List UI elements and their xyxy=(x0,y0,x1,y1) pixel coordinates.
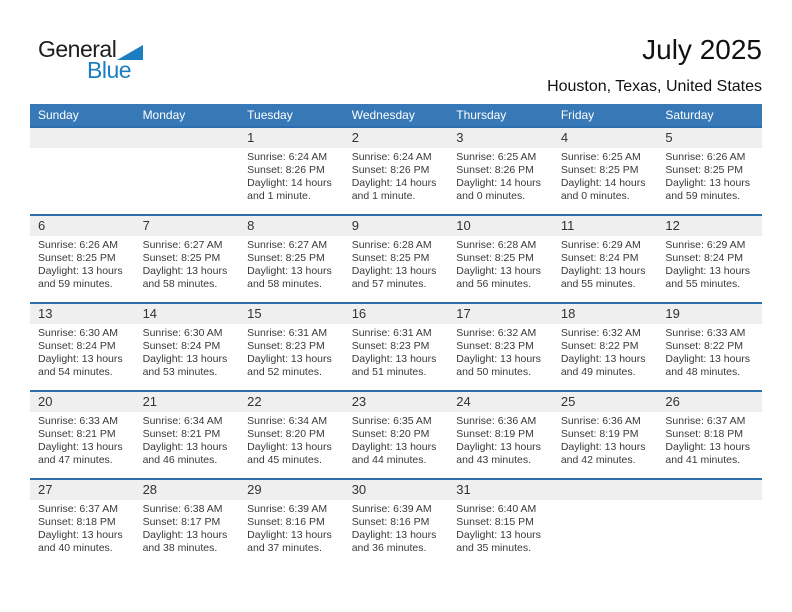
daylight-text: Daylight: 13 hours and 36 minutes. xyxy=(351,529,437,554)
daylight-text: Daylight: 13 hours and 58 minutes. xyxy=(142,265,228,290)
day-number: 6 xyxy=(38,218,46,233)
day-number: 14 xyxy=(142,306,158,321)
day-number: 11 xyxy=(560,218,575,233)
day-number-band xyxy=(344,392,449,412)
day-cell-10 xyxy=(448,216,553,302)
day-cell-22 xyxy=(239,392,344,478)
day-cell-24 xyxy=(448,392,553,478)
day-cell-3 xyxy=(448,128,553,214)
day-cell-2 xyxy=(344,128,449,214)
day-number: 13 xyxy=(38,306,53,321)
calendar-week-row xyxy=(30,214,762,302)
day-cell-4 xyxy=(553,128,658,214)
daylight-text: Daylight: 14 hours and 1 minute. xyxy=(247,177,332,202)
day-cell-31 xyxy=(448,480,553,566)
day-details xyxy=(344,412,449,467)
sunset-text: Sunset: 8:25 PM xyxy=(38,252,116,264)
sunrise-text: Sunrise: 6:24 AM xyxy=(247,151,328,163)
day-number: 3 xyxy=(456,130,464,145)
daylight-text: Daylight: 13 hours and 53 minutes. xyxy=(142,353,228,378)
day-number: 27 xyxy=(38,482,53,497)
daylight-text: Daylight: 13 hours and 40 minutes. xyxy=(38,529,123,554)
day-number-band xyxy=(448,392,553,412)
day-number: 7 xyxy=(142,218,150,233)
sunrise-text: Sunrise: 6:37 AM xyxy=(665,415,746,427)
sunset-text: Sunset: 8:24 PM xyxy=(560,252,639,264)
weekday-header-thursday: Thursday xyxy=(456,108,507,122)
sunrise-text: Sunrise: 6:30 AM xyxy=(38,327,118,339)
day-details xyxy=(657,236,762,291)
day-number: 30 xyxy=(351,482,367,497)
daylight-text: Daylight: 13 hours and 43 minutes. xyxy=(456,441,541,466)
daylight-text: Daylight: 14 hours and 0 minutes. xyxy=(560,177,646,202)
day-number-band xyxy=(448,480,553,500)
sunset-text: Sunset: 8:25 PM xyxy=(560,164,639,176)
day-details xyxy=(239,412,344,467)
sunset-text: Sunset: 8:23 PM xyxy=(456,340,534,352)
day-cell-7 xyxy=(135,216,240,302)
day-details xyxy=(657,148,762,203)
day-number: 9 xyxy=(351,218,359,233)
daylight-text: Daylight: 13 hours and 48 minutes. xyxy=(665,353,751,378)
day-number-band xyxy=(239,304,344,324)
calendar-week-row xyxy=(30,302,762,390)
sunrise-text: Sunrise: 6:40 AM xyxy=(456,503,537,515)
day-number-band xyxy=(657,304,762,324)
day-details xyxy=(239,236,344,291)
sunset-text: Sunset: 8:26 PM xyxy=(351,164,430,176)
sunset-text: Sunset: 8:18 PM xyxy=(665,428,744,440)
day-cell-12 xyxy=(657,216,762,302)
sunrise-text: Sunrise: 6:38 AM xyxy=(142,503,223,515)
day-cell-29 xyxy=(239,480,344,566)
weekday-header-saturday: Saturday xyxy=(665,108,714,122)
sunset-text: Sunset: 8:26 PM xyxy=(247,164,325,176)
day-number-band xyxy=(657,128,762,148)
daylight-text: Daylight: 13 hours and 57 minutes. xyxy=(351,265,437,290)
day-number: 5 xyxy=(665,130,673,145)
day-details xyxy=(239,148,344,203)
day-number: 10 xyxy=(456,218,471,233)
day-number-band xyxy=(344,128,449,148)
weekday-header-wednesday: Wednesday xyxy=(351,108,415,122)
day-number-band xyxy=(657,392,762,412)
day-number: 29 xyxy=(247,482,262,497)
sunrise-text: Sunrise: 6:27 AM xyxy=(142,239,223,251)
day-details xyxy=(448,236,553,291)
day-number-band xyxy=(344,480,449,500)
sunset-text: Sunset: 8:25 PM xyxy=(351,252,430,264)
sunrise-text: Sunrise: 6:25 AM xyxy=(456,151,537,163)
day-number-band xyxy=(553,216,658,236)
page-title: July 2025 xyxy=(642,34,762,65)
sunrise-text: Sunrise: 6:31 AM xyxy=(351,327,432,339)
calendar-week-row xyxy=(30,126,762,214)
sunset-text: Sunset: 8:25 PM xyxy=(142,252,221,264)
sunset-text: Sunset: 8:25 PM xyxy=(247,252,325,264)
day-details xyxy=(30,500,135,555)
daylight-text: Daylight: 13 hours and 54 minutes. xyxy=(38,353,123,378)
sunrise-text: Sunrise: 6:37 AM xyxy=(38,503,118,515)
sunset-text: Sunset: 8:22 PM xyxy=(560,340,639,352)
day-number-band xyxy=(239,216,344,236)
sunrise-text: Sunrise: 6:33 AM xyxy=(38,415,118,427)
sunset-text: Sunset: 8:17 PM xyxy=(142,516,221,528)
day-number-band xyxy=(553,304,658,324)
sunset-text: Sunset: 8:22 PM xyxy=(665,340,744,352)
daylight-text: Daylight: 13 hours and 52 minutes. xyxy=(247,353,332,378)
day-number-band xyxy=(344,216,449,236)
sunrise-text: Sunrise: 6:35 AM xyxy=(351,415,432,427)
day-number: 17 xyxy=(456,306,471,321)
day-number-band xyxy=(657,216,762,236)
day-number: 22 xyxy=(247,394,262,409)
day-details xyxy=(344,236,449,291)
daylight-text: Daylight: 13 hours and 50 minutes. xyxy=(456,353,541,378)
day-number: 23 xyxy=(351,394,367,409)
daylight-text: Daylight: 13 hours and 35 minutes. xyxy=(456,529,541,554)
day-details xyxy=(553,148,658,203)
day-number-band xyxy=(448,304,553,324)
day-details xyxy=(553,412,658,467)
day-details xyxy=(30,236,135,291)
day-number-band xyxy=(135,128,240,148)
day-details xyxy=(448,412,553,467)
sunset-text: Sunset: 8:25 PM xyxy=(665,164,744,176)
sunrise-text: Sunrise: 6:26 AM xyxy=(38,239,118,251)
sunrise-text: Sunrise: 6:24 AM xyxy=(351,151,432,163)
day-number-band xyxy=(344,304,449,324)
sunset-text: Sunset: 8:23 PM xyxy=(247,340,325,352)
sunrise-text: Sunrise: 6:32 AM xyxy=(560,327,641,339)
day-details xyxy=(30,412,135,467)
weekday-header-row xyxy=(30,104,762,126)
day-cell-5 xyxy=(657,128,762,214)
sunset-text: Sunset: 8:16 PM xyxy=(351,516,430,528)
sunset-text: Sunset: 8:24 PM xyxy=(142,340,221,352)
day-number-band xyxy=(30,392,135,412)
day-number-band xyxy=(135,216,240,236)
day-cell-26 xyxy=(657,392,762,478)
day-cell-empty xyxy=(553,480,658,566)
calendar-table xyxy=(30,104,762,566)
day-number-band xyxy=(553,392,658,412)
day-details xyxy=(135,236,240,291)
day-number-band xyxy=(448,216,553,236)
day-cell-11 xyxy=(553,216,658,302)
day-details xyxy=(135,412,240,467)
day-number-band xyxy=(448,128,553,148)
day-details xyxy=(448,324,553,379)
sunset-text: Sunset: 8:20 PM xyxy=(247,428,325,440)
daylight-text: Daylight: 13 hours and 37 minutes. xyxy=(247,529,332,554)
day-cell-25 xyxy=(553,392,658,478)
sunset-text: Sunset: 8:21 PM xyxy=(142,428,221,440)
sunrise-text: Sunrise: 6:30 AM xyxy=(142,327,223,339)
logo-text-general: General xyxy=(38,36,117,62)
weekday-header-friday: Friday xyxy=(560,108,595,122)
sunrise-text: Sunrise: 6:39 AM xyxy=(247,503,328,515)
sunset-text: Sunset: 8:24 PM xyxy=(38,340,116,352)
day-number: 26 xyxy=(665,394,680,409)
day-number: 24 xyxy=(456,394,471,409)
day-number-band xyxy=(30,216,135,236)
day-details xyxy=(448,500,553,555)
sunrise-text: Sunrise: 6:36 AM xyxy=(456,415,537,427)
day-cell-14 xyxy=(135,304,240,390)
day-details xyxy=(344,148,449,203)
day-number-band xyxy=(553,128,658,148)
day-details xyxy=(344,324,449,379)
sunset-text: Sunset: 8:20 PM xyxy=(351,428,430,440)
day-number: 8 xyxy=(247,218,255,233)
day-details xyxy=(553,324,658,379)
daylight-text: Daylight: 13 hours and 38 minutes. xyxy=(142,529,228,554)
day-cell-16 xyxy=(344,304,449,390)
calendar-week-row xyxy=(30,478,762,566)
daylight-text: Daylight: 13 hours and 59 minutes. xyxy=(665,177,751,202)
daylight-text: Daylight: 13 hours and 59 minutes. xyxy=(38,265,123,290)
day-cell-28 xyxy=(135,480,240,566)
calendar-week-row xyxy=(30,390,762,478)
day-details xyxy=(553,236,658,291)
day-number-band xyxy=(30,304,135,324)
sunrise-text: Sunrise: 6:34 AM xyxy=(142,415,223,427)
general-blue-logo xyxy=(38,38,143,81)
day-number: 18 xyxy=(560,306,576,321)
daylight-text: Daylight: 13 hours and 56 minutes. xyxy=(456,265,541,290)
day-number: 2 xyxy=(351,130,359,145)
day-number: 4 xyxy=(560,130,569,145)
day-cell-20 xyxy=(30,392,135,478)
day-cell-30 xyxy=(344,480,449,566)
sunrise-text: Sunrise: 6:36 AM xyxy=(560,415,641,427)
sunset-text: Sunset: 8:16 PM xyxy=(247,516,325,528)
day-number-band xyxy=(553,480,658,500)
day-cell-1 xyxy=(239,128,344,214)
day-cell-empty xyxy=(135,128,240,214)
sunset-text: Sunset: 8:19 PM xyxy=(560,428,639,440)
day-details xyxy=(448,148,553,203)
sunrise-text: Sunrise: 6:25 AM xyxy=(560,151,641,163)
day-cell-6 xyxy=(30,216,135,302)
sunrise-text: Sunrise: 6:29 AM xyxy=(665,239,746,251)
day-details xyxy=(657,324,762,379)
sunset-text: Sunset: 8:24 PM xyxy=(665,252,744,264)
sunset-text: Sunset: 8:23 PM xyxy=(351,340,430,352)
sunset-text: Sunset: 8:21 PM xyxy=(38,428,116,440)
day-details xyxy=(344,500,449,555)
weekday-header-tuesday: Tuesday xyxy=(247,108,293,122)
day-number: 25 xyxy=(560,394,576,409)
day-details xyxy=(239,324,344,379)
daylight-text: Daylight: 13 hours and 51 minutes. xyxy=(351,353,437,378)
sunset-text: Sunset: 8:18 PM xyxy=(38,516,116,528)
sunrise-text: Sunrise: 6:32 AM xyxy=(456,327,537,339)
sunrise-text: Sunrise: 6:28 AM xyxy=(456,239,537,251)
day-cell-empty xyxy=(657,480,762,566)
day-details xyxy=(657,412,762,467)
location-subtitle: Houston, Texas, United States xyxy=(547,78,762,95)
sunset-text: Sunset: 8:25 PM xyxy=(456,252,534,264)
day-number: 16 xyxy=(351,306,367,321)
sunrise-text: Sunrise: 6:31 AM xyxy=(247,327,328,339)
day-number: 20 xyxy=(38,394,53,409)
sunrise-text: Sunrise: 6:27 AM xyxy=(247,239,328,251)
day-cell-9 xyxy=(344,216,449,302)
day-number: 19 xyxy=(665,306,680,321)
day-cell-18 xyxy=(553,304,658,390)
day-cell-8 xyxy=(239,216,344,302)
day-number-band xyxy=(239,392,344,412)
day-cell-15 xyxy=(239,304,344,390)
day-number-band xyxy=(135,392,240,412)
daylight-text: Daylight: 13 hours and 49 minutes. xyxy=(560,353,646,378)
day-number: 12 xyxy=(665,218,680,233)
day-number-band xyxy=(657,480,762,500)
day-number: 1 xyxy=(247,130,255,145)
weekday-header-monday: Monday xyxy=(142,108,186,122)
day-number-band xyxy=(30,128,135,148)
sunrise-text: Sunrise: 6:33 AM xyxy=(665,327,746,339)
day-number: 28 xyxy=(142,482,158,497)
day-number: 15 xyxy=(247,306,262,321)
sunset-text: Sunset: 8:15 PM xyxy=(456,516,534,528)
day-cell-27 xyxy=(30,480,135,566)
sunrise-text: Sunrise: 6:29 AM xyxy=(560,239,641,251)
daylight-text: Daylight: 13 hours and 47 minutes. xyxy=(38,441,123,466)
daylight-text: Daylight: 13 hours and 41 minutes. xyxy=(665,441,751,466)
day-number: 21 xyxy=(142,394,158,409)
sunset-text: Sunset: 8:19 PM xyxy=(456,428,534,440)
daylight-text: Daylight: 13 hours and 58 minutes. xyxy=(247,265,332,290)
weekday-header-sunday: Sunday xyxy=(38,108,79,122)
sunrise-text: Sunrise: 6:28 AM xyxy=(351,239,432,251)
daylight-text: Daylight: 13 hours and 42 minutes. xyxy=(560,441,646,466)
daylight-text: Daylight: 13 hours and 45 minutes. xyxy=(247,441,332,466)
sunrise-text: Sunrise: 6:26 AM xyxy=(665,151,746,163)
day-number-band xyxy=(239,480,344,500)
day-cell-19 xyxy=(657,304,762,390)
day-number-band xyxy=(135,480,240,500)
daylight-text: Daylight: 13 hours and 46 minutes. xyxy=(142,441,228,466)
logo-text-blue: Blue xyxy=(87,57,132,83)
calendar-grid xyxy=(30,126,762,566)
day-cell-21 xyxy=(135,392,240,478)
daylight-text: Daylight: 13 hours and 55 minutes. xyxy=(560,265,646,290)
sunrise-text: Sunrise: 6:34 AM xyxy=(247,415,328,427)
day-number-band xyxy=(239,128,344,148)
day-number: 31 xyxy=(456,482,471,497)
daylight-text: Daylight: 13 hours and 44 minutes. xyxy=(351,441,437,466)
day-cell-17 xyxy=(448,304,553,390)
day-cell-13 xyxy=(30,304,135,390)
day-number-band xyxy=(135,304,240,324)
sunset-text: Sunset: 8:26 PM xyxy=(456,164,534,176)
sunrise-text: Sunrise: 6:39 AM xyxy=(351,503,432,515)
day-details xyxy=(239,500,344,555)
day-details xyxy=(135,324,240,379)
day-number-band xyxy=(30,480,135,500)
daylight-text: Daylight: 14 hours and 1 minute. xyxy=(351,177,437,202)
day-cell-23 xyxy=(344,392,449,478)
day-details xyxy=(30,324,135,379)
daylight-text: Daylight: 13 hours and 55 minutes. xyxy=(665,265,751,290)
day-cell-empty xyxy=(30,128,135,214)
day-details xyxy=(135,500,240,555)
daylight-text: Daylight: 14 hours and 0 minutes. xyxy=(456,177,541,202)
